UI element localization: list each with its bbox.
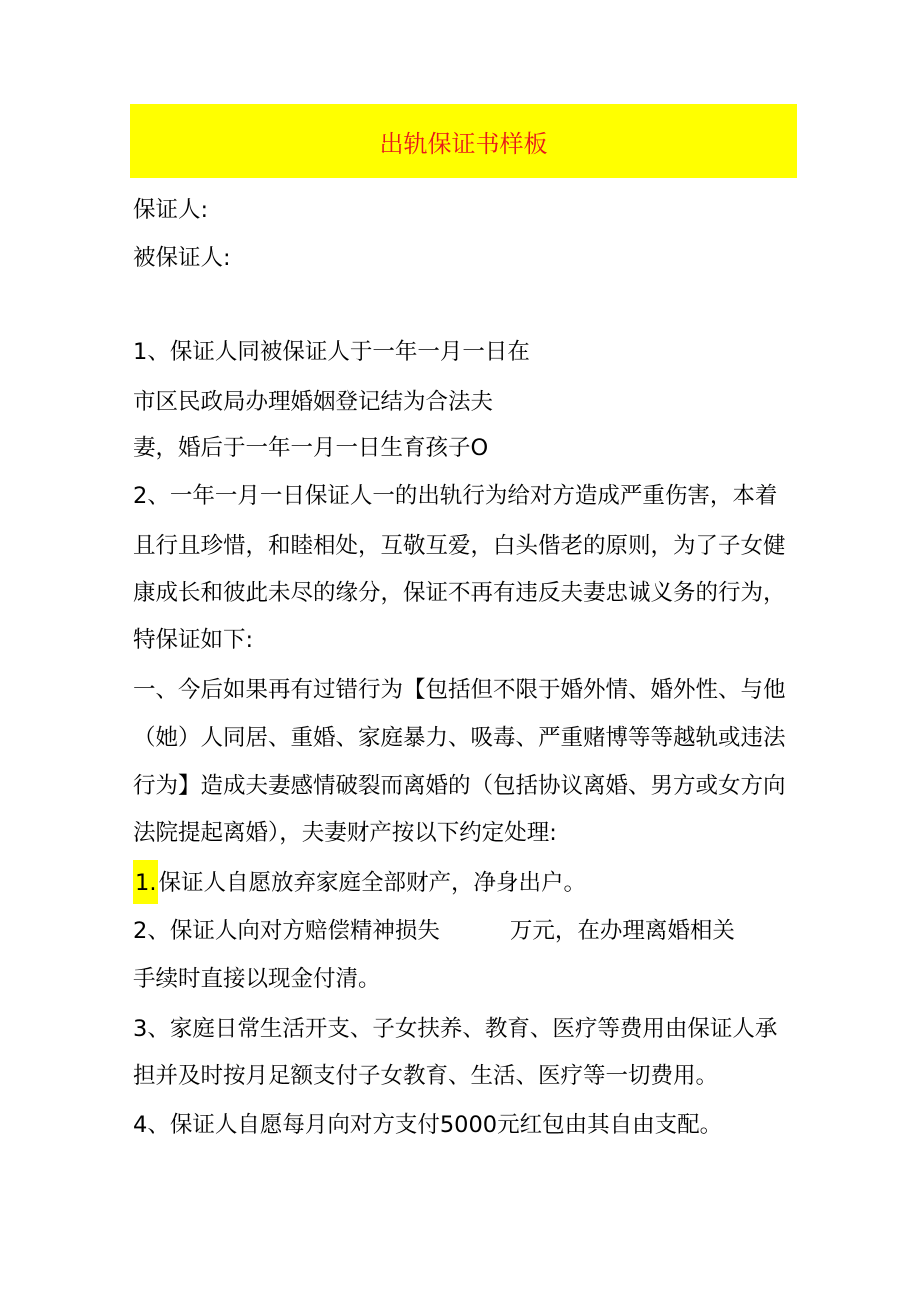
section-1-line-4: 法院提起离婚），夫妻财产按以下约定处理: <box>133 820 557 846</box>
title-banner <box>130 104 797 178</box>
paragraph-2-line-2: 且行且珍惜，和睦相处，互敬互爱，白头偕老的原则，为了子女健 <box>133 533 786 559</box>
item-3-line-2: 担并及时按月足额支付子女教育、生活、医疗等一切费用。 <box>133 1063 719 1089</box>
section-1-line-1: 一、今后如果再有过错行为【包括但不限于婚外情、婚外性、与他 <box>133 677 786 703</box>
item-2-line-2: 手续时直接以现金付清。 <box>133 966 381 992</box>
item-4: 4、保证人自愿每月向对方支付5000元红包由其自由支配。 <box>133 1112 723 1138</box>
paragraph-2-line-4: 特保证如下: <box>133 627 254 653</box>
paragraph-1-line-3: 妻，婚后于一年一月一日生育孩子O <box>133 435 489 461</box>
paragraph-1-line-2: 市区民政局办理婚姻登记结为合法夫 <box>133 389 494 415</box>
item-1 <box>133 868 586 898</box>
paragraph-1-line-1: 1、保证人同被保证人于一年一月一日在 <box>133 339 530 365</box>
paragraph-2-line-3: 康成长和彼此未尽的缘分，保证不再有违反夫妻忠诚义务的行为， <box>133 580 786 606</box>
guaranteed-label: 被保证人: <box>133 245 231 271</box>
document-title: 出轨保证书样板 <box>379 129 548 158</box>
guarantor-label: 保证人: <box>133 197 209 223</box>
item-1-number-highlight: 1. <box>133 860 158 904</box>
section-1-line-2: （她）人同居、重婚、家庭暴力、吸毒、严重赌博等等越轨或违法 <box>133 725 786 751</box>
item-2-text-part-2: 万元，在办理离婚相关 <box>509 918 735 944</box>
item-2-text-part-1: 2、保证人向对方赔偿精神损失 <box>133 918 440 944</box>
item-1-text: 保证人自愿放弃家庭全部财产，净身出户。 <box>158 870 586 896</box>
paragraph-2-line-1: 2、一年一月一日保证人一的出轨行为给对方造成严重伤害，本着 <box>133 483 778 509</box>
item-3-line-1: 3、家庭日常生活开支、子女扶养、教育、医疗等费用由保证人承 <box>133 1016 778 1042</box>
section-1-line-3: 行为】造成夫妻感情破裂而离婚的（包括协议离婚、男方或女方向 <box>133 773 786 799</box>
item-2-line-1 <box>133 916 735 946</box>
